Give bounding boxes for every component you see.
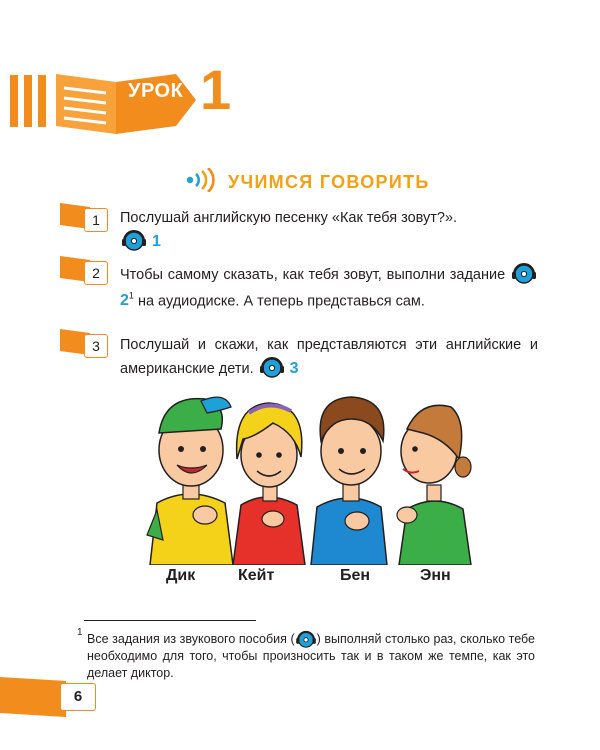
child-name: Кейт	[238, 567, 275, 584]
page-number: 6	[60, 683, 96, 711]
lesson-label: УРОК	[128, 80, 184, 102]
track-number: 1	[152, 233, 161, 250]
footnote-mark: 1	[77, 627, 83, 638]
section-title: УЧИМСЯ ГОВОРИТЬ	[228, 172, 430, 192]
track-number: 3	[289, 360, 299, 377]
child-ben-figure	[311, 397, 387, 565]
lesson-header-stripes	[0, 73, 60, 131]
child-ann-figure	[397, 405, 471, 565]
task-3-text: Послушай и скажи, как представляются эти английские и американские дети. 3	[120, 337, 538, 377]
audio-disc-icon	[258, 356, 286, 378]
task-2-text: Чтобы самому сказать, как тебя зовут, выполни задание $2^1$ на аудиодиске. А теперь представься сам.	[120, 262, 538, 312]
children-illustration	[145, 385, 475, 565]
task-number: 3	[84, 334, 108, 358]
audio-disc-icon	[120, 229, 148, 251]
footnote-ref: 1	[128, 291, 134, 301]
audio-disc-icon	[510, 262, 538, 284]
lesson-number: 1	[200, 58, 232, 121]
child-name: Дик	[166, 567, 196, 584]
task-1-text: Послушай английскую песенку «Как тебя зовут?». 1	[120, 210, 458, 250]
child-kate-figure	[233, 403, 305, 565]
footnote-rule	[84, 620, 256, 621]
audio-disc-icon	[295, 630, 317, 648]
sound-waves-icon	[185, 168, 221, 192]
task-number: 1	[84, 208, 108, 232]
footnote-text: Все задания из звукового пособия ( ) выполняй столько раз, сколько тебе необходимо для того, чтобы произносить так и в таком же темпе, как это делает диктор.	[87, 632, 535, 680]
child-name: Энн	[420, 567, 451, 584]
track-number: $2^1$	[120, 291, 134, 310]
child-name: Бен	[340, 567, 371, 584]
task-number: 2	[84, 261, 108, 285]
child-dick-figure	[147, 397, 233, 565]
